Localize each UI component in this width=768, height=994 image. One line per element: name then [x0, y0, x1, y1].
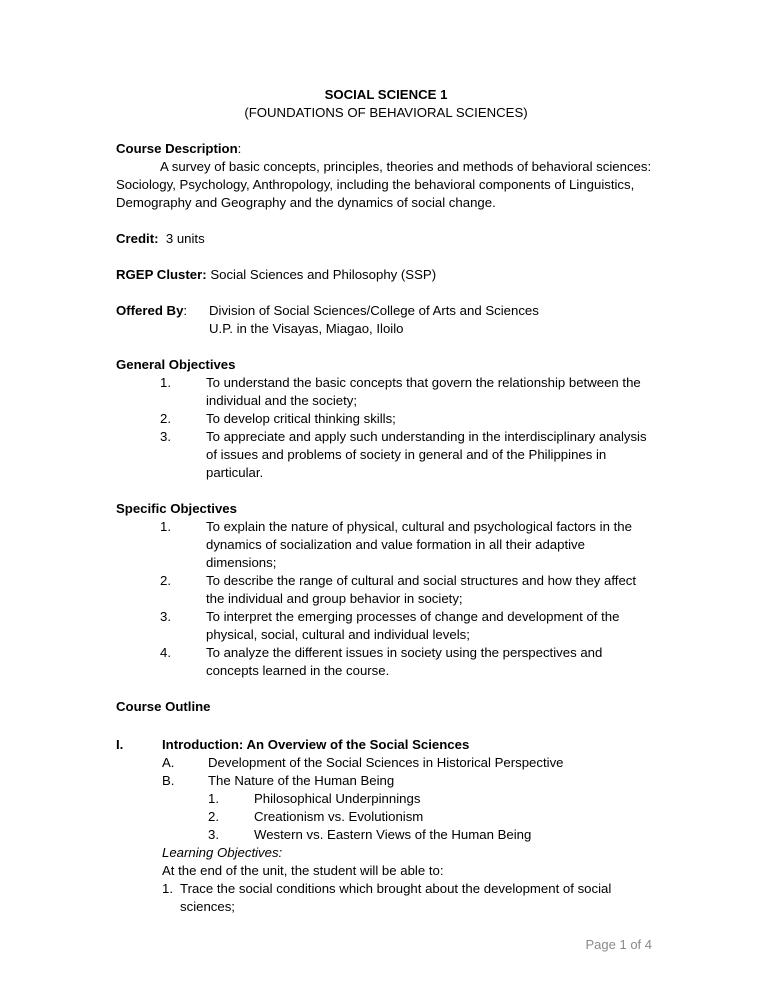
list-item: 1. To understand the basic concepts that govern the relationship between the individual and the society; — [160, 375, 641, 408]
credit-value: 3 units — [165, 231, 205, 246]
general-objectives-heading: General Objectives — [116, 357, 236, 372]
offered-colon: : — [183, 303, 188, 318]
specific-objectives-heading: Specific Objectives — [116, 501, 237, 516]
credit-row — [116, 230, 656, 248]
rgep-row — [116, 266, 656, 284]
outline-subitem: 1. Philosophical Underpinnings — [208, 791, 421, 806]
outline-item: B. The Nature of the Human Being — [162, 773, 395, 788]
course-description — [116, 140, 656, 212]
list-item: 4. To analyze the different issues in society using the perspectives and concepts learned in the course. — [160, 645, 603, 678]
document-title: SOCIAL SCIENCE 1 — [324, 87, 448, 102]
page-number: Page 1 of 4 — [585, 937, 652, 952]
list-item: 3. To interpret the emerging processes of change and development of the physical, social, cultural and individual levels; — [160, 609, 620, 642]
list-item: 2. To develop critical thinking skills; — [160, 411, 396, 426]
course-description-text: A survey of basic concepts, principles, theories and methods of behavioral sciences: Sociology, Psychology, Anthropology, including the behavioral components of Linguistics, Demography and Geography and the dynamics of social change. — [116, 159, 652, 210]
general-objectives — [116, 356, 656, 482]
outline-subitem: 2. Creationism vs. Evolutionism — [208, 809, 424, 824]
specific-objectives — [116, 500, 656, 680]
learning-objectives — [116, 844, 656, 916]
offered-row — [116, 302, 656, 338]
unit-number: I. — [116, 737, 124, 752]
learning-objectives-title: Learning Objectives: — [162, 845, 283, 860]
course-description-colon: : — [237, 141, 242, 156]
learning-objectives-intro: At the end of the unit, the student will be able to: — [162, 863, 444, 878]
credit-label: Credit: — [116, 231, 159, 246]
offered-line1: Division of Social Sciences/College of Arts and Sciences — [209, 303, 539, 318]
list-item: 1. To explain the nature of physical, cultural and psychological factors in the dynamics of socialization and value formation in all their adaptive dimensions; — [160, 519, 632, 570]
list-item: 2. To describe the range of cultural and social structures and how they affect the individual and group behavior in society; — [160, 573, 637, 606]
offered-label: Offered By — [116, 303, 184, 318]
offered-line2: U.P. in the Visayas, Miagao, Iloilo — [209, 321, 404, 336]
list-item: 1. Trace the social conditions which brought about the development of social sciences; — [162, 881, 612, 914]
outline-item: A. Development of the Social Sciences in Historical Perspective — [162, 755, 564, 770]
list-item: 3. To appreciate and apply such understanding in the interdisciplinary analysis of issues and problems of society in general and of the Philippines in particular. — [160, 429, 647, 480]
rgep-label: RGEP Cluster: — [116, 267, 207, 282]
unit-title: Introduction: An Overview of the Social Sciences — [162, 737, 470, 752]
document-page — [116, 86, 656, 916]
course-outline-heading: Course Outline — [116, 699, 211, 714]
outline-subitem: 3. Western vs. Eastern Views of the Human Being — [208, 827, 532, 842]
course-description-label: Course Description — [116, 141, 238, 156]
outline-unit — [116, 736, 656, 916]
rgep-value: Social Sciences and Philosophy (SSP) — [210, 267, 437, 282]
document-subtitle: (FOUNDATIONS OF BEHAVIORAL SCIENCES) — [244, 105, 528, 120]
